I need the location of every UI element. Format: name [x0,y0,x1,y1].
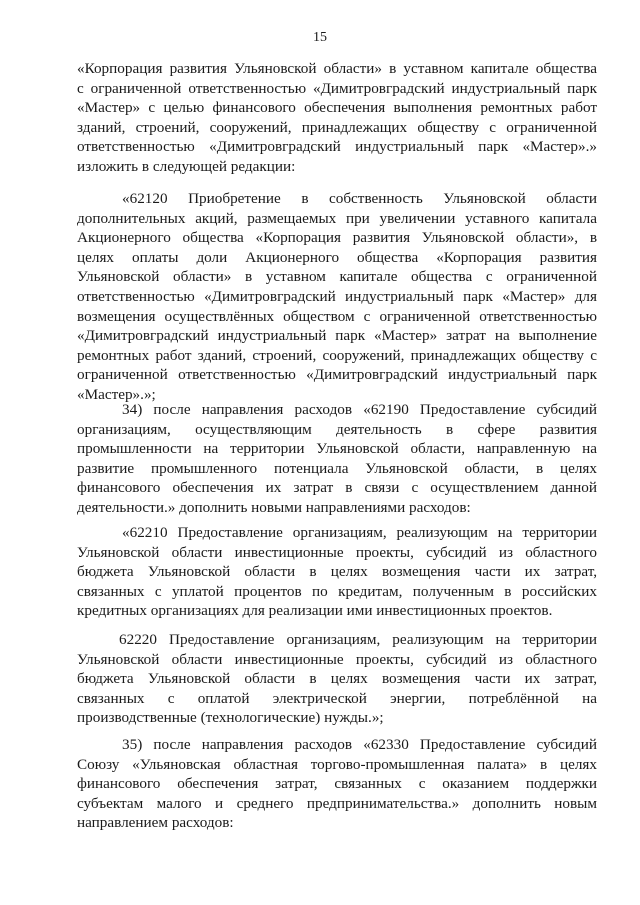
text-line: возмещения осуществлённых обществом с ограниченной ответственностью [77,307,597,325]
paragraph [77,189,597,405]
text-line: ограниченной ответственностью «Димитровградский индустриальный парк [77,366,597,384]
text-line: ремонтных работ зданий, строений, сооружений, принадлежащих обществу с [77,346,597,364]
text-line: «Корпорация развития Ульяновской области» в уставном капитале общества [77,60,597,77]
paragraph [77,59,597,177]
text-line: 62220 Предоставление организациям, реализующим на территории [119,631,597,648]
text-line: Ульяновской области инвестиционные проекты, субсидий из областного [77,650,597,668]
text-line: промышленности на территории Ульяновской области, направленную на [77,440,597,458]
text-line: «Димитровградский индустриальный парк «Мастер» затрат на выполнение [77,327,597,345]
text-line: связанных с уплатой процентов по кредитам, полученным в российских [77,582,597,600]
text-line: «Мастер» с целью финансового обеспечения выполнения ремонтных работ [77,99,597,117]
page-number: 15 [313,30,327,45]
paragraph [77,735,597,833]
text-line: направлением расходов: [77,814,234,832]
text-line: производственные (технологические) нужды.»; [77,709,384,727]
text-line: бюджета Ульяновской области в целях возмещения части их затрат, [77,670,597,688]
text-line: Союзу «Ульяновская областная торгово-промышленная палата» в целях [77,755,597,773]
text-line: 35) после направления расходов «62330 Предоставление субсидий [122,736,597,753]
text-line: Ульяновской области инвестиционные проекты, субсидий из областного [77,543,597,561]
text-line: организациям, осуществляющим деятельность в сфере развития [77,420,597,438]
text-line: «Мастер».»; [77,385,156,403]
text-line: Ульяновской области» в уставном капитале общества с ограниченной [77,268,597,286]
text-line: развитие промышленного потенциала Ульяновской области, в целях [77,459,597,477]
paragraph [77,523,597,621]
text-line: финансового обеспечения их затрат в связи с осуществлением данной [77,479,597,497]
text-line: деятельности.» дополнить новыми направлениями расходов: [77,498,471,516]
text-line: «62120 Приобретение в собственность Ульяновской области [122,190,597,207]
text-line: субъектам малого и среднего предпринимательства.» дополнить новым [77,794,597,812]
text-line: связанных с оплатой электрической энергии, потреблённой на [77,689,597,707]
text-line: изложить в следующей редакции: [77,157,296,175]
text-line: финансового обеспечения затрат, связанных с оказанием поддержки [77,775,597,793]
text-line: с ограниченной ответственностью «Димитровградский индустриальный парк [77,79,597,97]
paragraph [77,400,597,518]
text-line: ответственностью «Димитровградский индустриальный парк «Мастер».» [77,138,597,156]
text-line: Акционерного общества «Корпорация развития Ульяновской области», в [77,229,597,247]
text-line: целях оплаты доли Акционерного общества «Корпорация развития [77,248,597,266]
paragraph [77,630,597,728]
text-line: бюджета Ульяновской области в целях возмещения части их затрат, [77,563,597,581]
text-line: зданий, строений, сооружений, принадлежащих обществу с ограниченной [77,118,597,136]
text-line: дополнительных акций, размещаемых при увеличении уставного капитала [77,209,597,227]
text-line: кредитных организациях для реализации ими инвестиционных проектов. [77,602,553,620]
text-line: 34) после направления расходов «62190 Предоставление субсидий [122,401,597,418]
text-line: ответственностью «Димитровградский индустриальный парк «Мастер» для [77,287,597,305]
text-line: «62210 Предоставление организациям, реализующим на территории [122,524,597,541]
